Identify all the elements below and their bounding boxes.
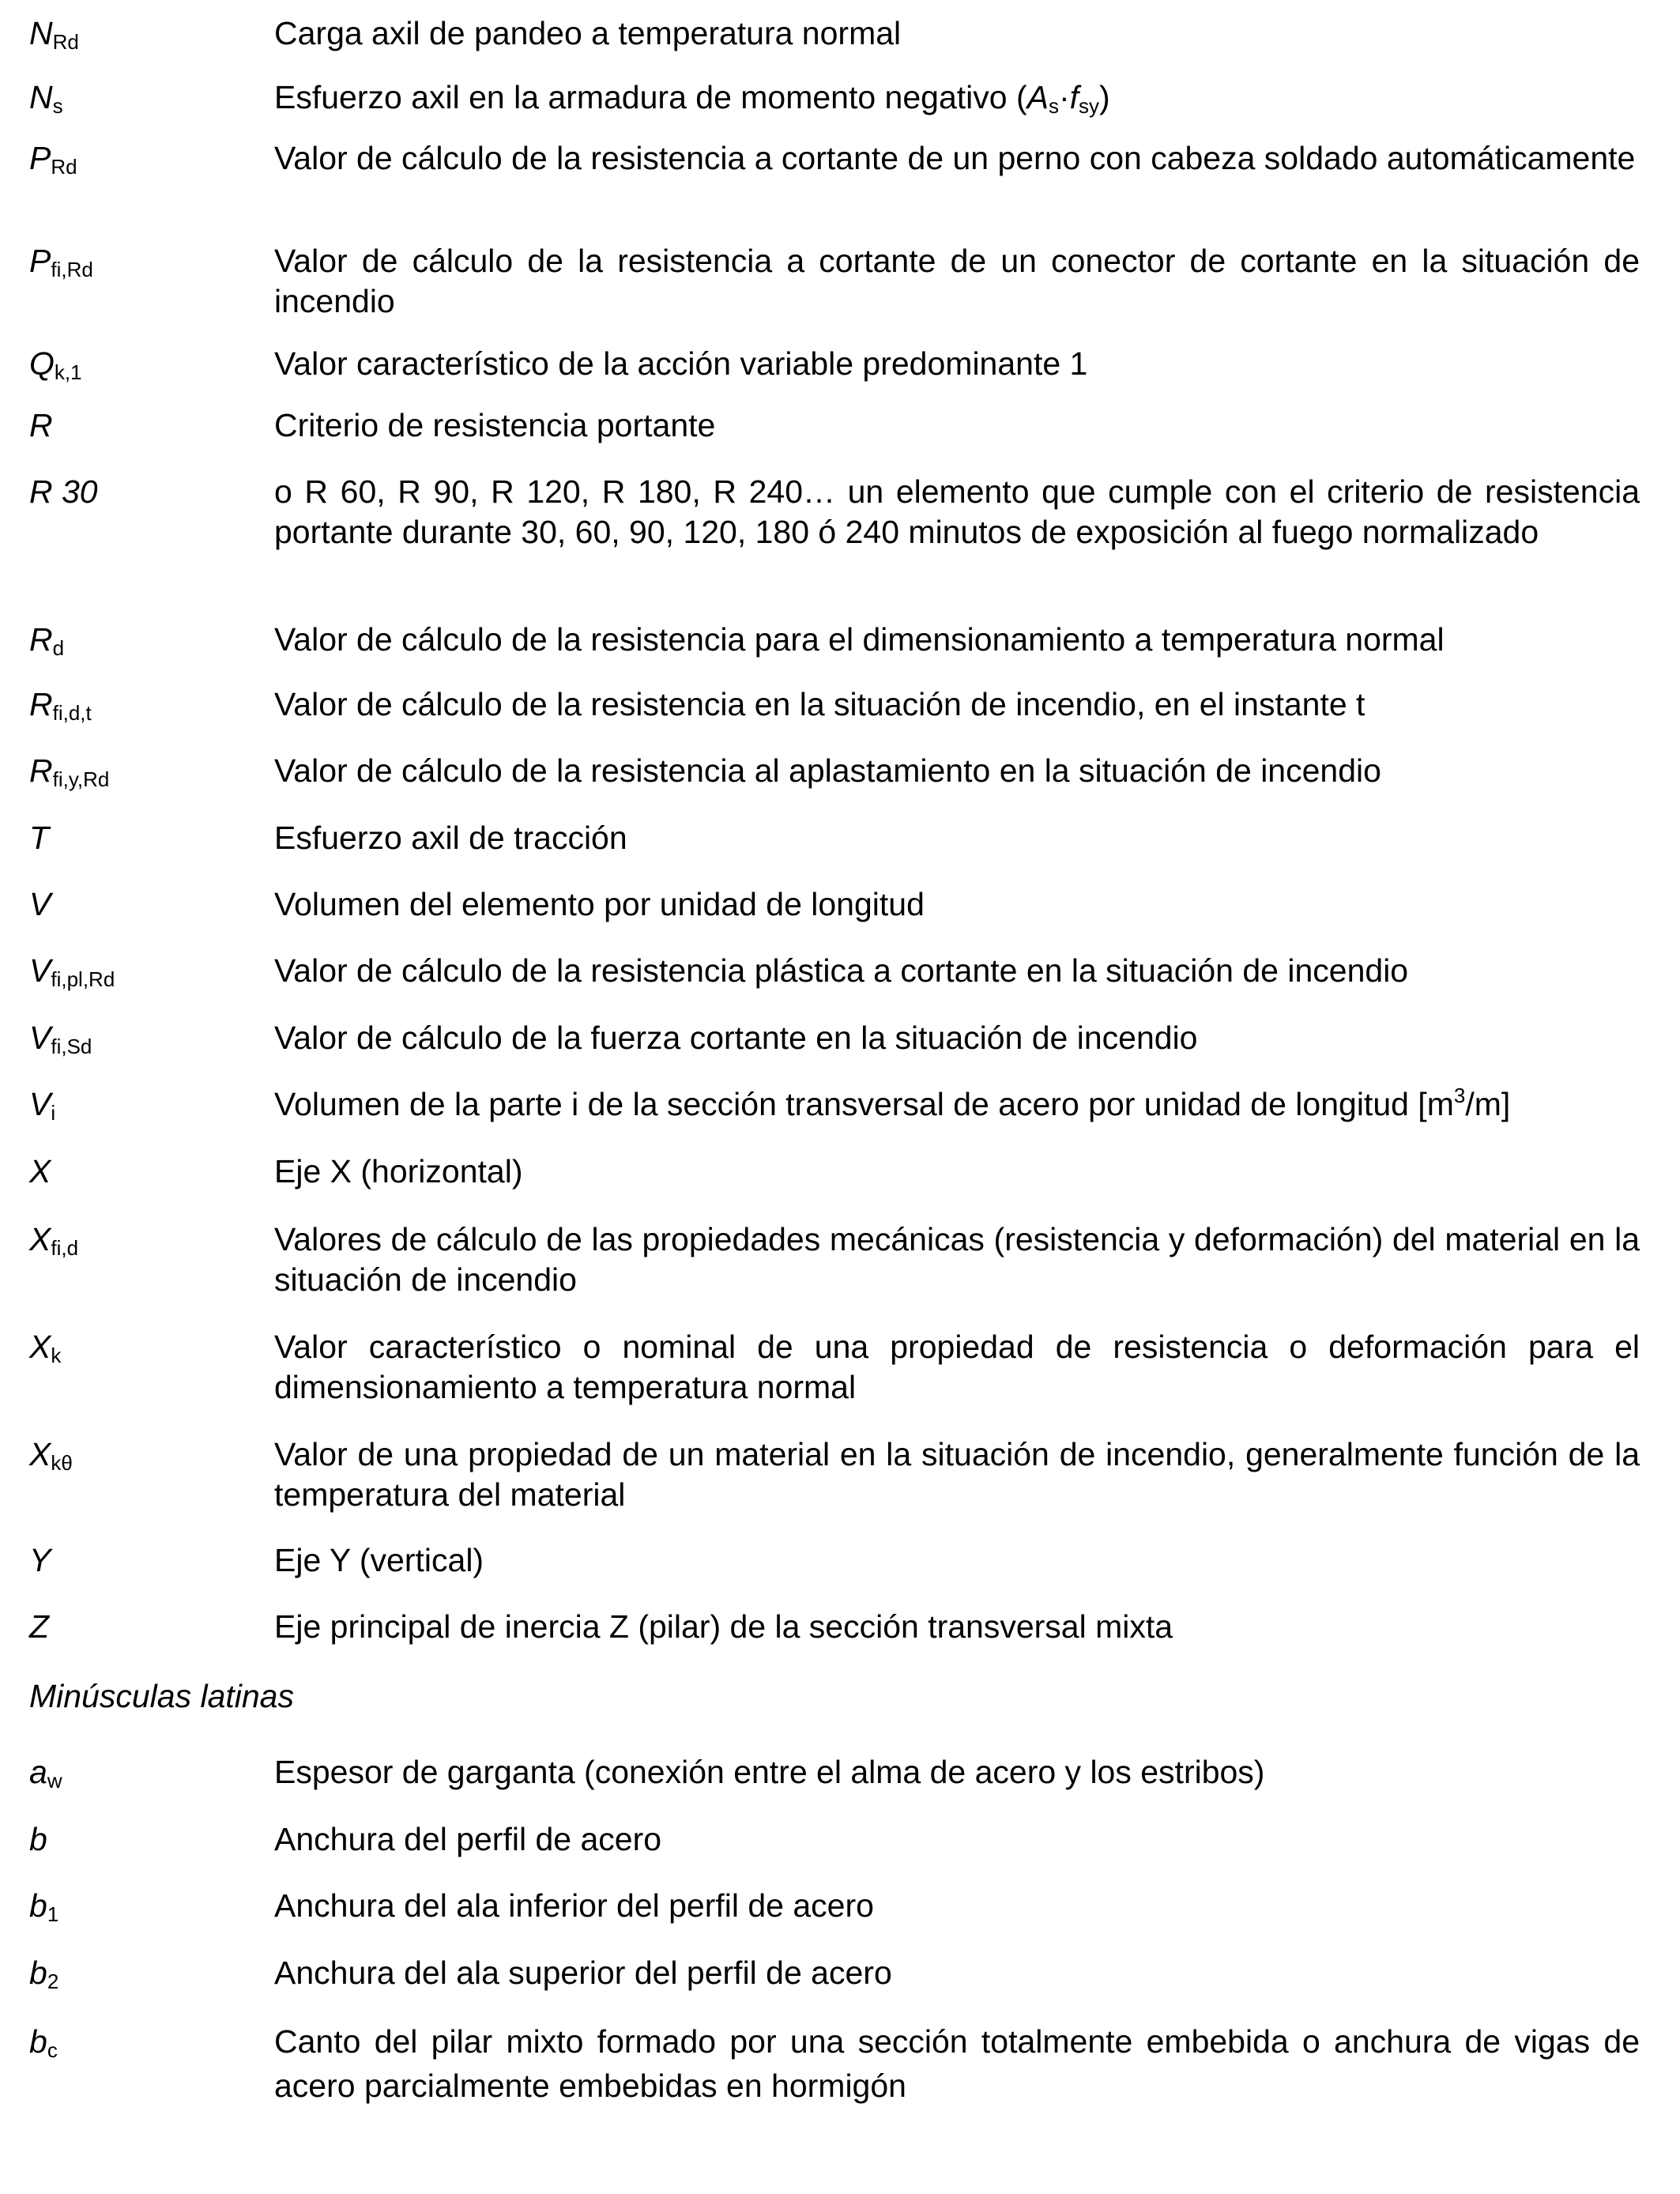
description: Carga axil de pandeo a temperatura normal xyxy=(274,15,902,51)
description: Valor de cálculo de la resistencia al aplastamiento en la situación de incendio xyxy=(274,752,1381,789)
symbol: $X_{fi,d}$ xyxy=(29,1221,79,1260)
description: Valor de cálculo de la resistencia a cortante de un perno con cabeza soldado automáticamente xyxy=(274,140,1636,176)
description: Eje Y (vertical) xyxy=(274,1542,484,1578)
symbol: $R_d$ xyxy=(29,621,65,660)
description: Valores de cálculo de las propiedades mecánicas (resistencia y deformación) del material en la situación de incendio xyxy=(274,1221,1640,1298)
symbol: $b_1$ xyxy=(29,1887,59,1926)
description: Eje principal de inercia Z (pilar) de la sección transversal mixta xyxy=(274,1608,1173,1645)
section-heading: Minúsculas latinas xyxy=(29,1678,294,1714)
description: o R 60, R 90, R 120, R 180, R 240… un elemento que cumple con el criterio de resistencia portante durante 30, 60, 90, 120, 180 ó 240 minutos de exposición al fuego normalizado xyxy=(274,473,1640,550)
symbol: $P_{Rd}$ xyxy=(29,140,77,179)
symbol: R xyxy=(29,407,53,443)
symbol: $b_c$ xyxy=(29,2023,58,2062)
description: Volumen del elemento por unidad de longitud xyxy=(274,886,925,922)
description: Anchura del ala inferior del perfil de acero xyxy=(274,1887,874,1924)
symbol: $b_2$ xyxy=(29,1955,59,1993)
description: Valor de cálculo de la resistencia a cortante de un conector de cortante en la situación de incendio xyxy=(274,243,1640,319)
description: Valor de una propiedad de un material en la situación de incendio, generalmente función de la temperatura del material xyxy=(274,1436,1640,1513)
symbol: $V_i$ xyxy=(29,1086,56,1125)
description: Valor característico de la acción variable predominante 1 xyxy=(274,345,1088,382)
description: Anchura del ala superior del perfil de acero xyxy=(274,1955,892,1991)
symbol: $R_{fi,d,t}$ xyxy=(29,686,92,725)
description: Valor de cálculo de la resistencia para el dimensionamiento a temperatura normal xyxy=(274,621,1445,658)
symbol: X xyxy=(29,1153,51,1189)
symbol: T xyxy=(29,820,50,856)
description: Criterio de resistencia portante xyxy=(274,407,716,443)
symbol: $P_{fi,Rd}$ xyxy=(29,243,93,281)
symbol: R 30 xyxy=(29,473,98,510)
symbol: $R_{fi,y,Rd}$ xyxy=(29,752,110,791)
symbol: Z xyxy=(29,1608,50,1645)
symbol: Y xyxy=(29,1542,51,1578)
description: Volumen de la parte i de la sección transversal de acero por unidad de longitud $[m^3/m]$ xyxy=(274,1084,1511,1122)
description: Eje X (horizontal) xyxy=(274,1153,523,1189)
symbol: $X_{k\theta}$ xyxy=(29,1436,73,1475)
description: Valor de cálculo de la resistencia plástica a cortante en la situación de incendio xyxy=(274,952,1409,989)
description: Valor característico o nominal de una propiedad de resistencia o deformación para el dimensionamiento a temperatura normal xyxy=(274,1329,1640,1405)
symbol: $N_s$ xyxy=(29,79,63,118)
symbol: $N_{Rd}$ xyxy=(29,15,79,54)
symbol: $V_{fi,Sd}$ xyxy=(29,1020,92,1058)
description: Anchura del perfil de acero xyxy=(274,1821,662,1857)
symbol: $Q_{k,1}$ xyxy=(29,345,82,384)
description: Esfuerzo axil de tracción xyxy=(274,820,627,856)
symbol: $X_k$ xyxy=(29,1329,62,1367)
symbol: $a_w$ xyxy=(29,1754,62,1793)
symbol: b xyxy=(29,1821,47,1857)
symbol: $V_{fi,pl,Rd}$ xyxy=(29,952,115,991)
symbol: V xyxy=(29,886,51,922)
description: Esfuerzo axil en la armadura de momento negativo $(A_s\cdot f_{sy})$ xyxy=(274,79,1110,118)
description: Espesor de garganta (conexión entre el alma de acero y los estribos) xyxy=(274,1754,1265,1790)
description: Canto del pilar mixto formado por una sección totalmente embebida o anchura de vigas de acero parcialmente embebidas en hormigón xyxy=(274,2023,1640,2104)
description: Valor de cálculo de la fuerza cortante en la situación de incendio xyxy=(274,1020,1198,1056)
description: Valor de cálculo de la resistencia en la situación de incendio, en el instante t xyxy=(274,686,1365,722)
